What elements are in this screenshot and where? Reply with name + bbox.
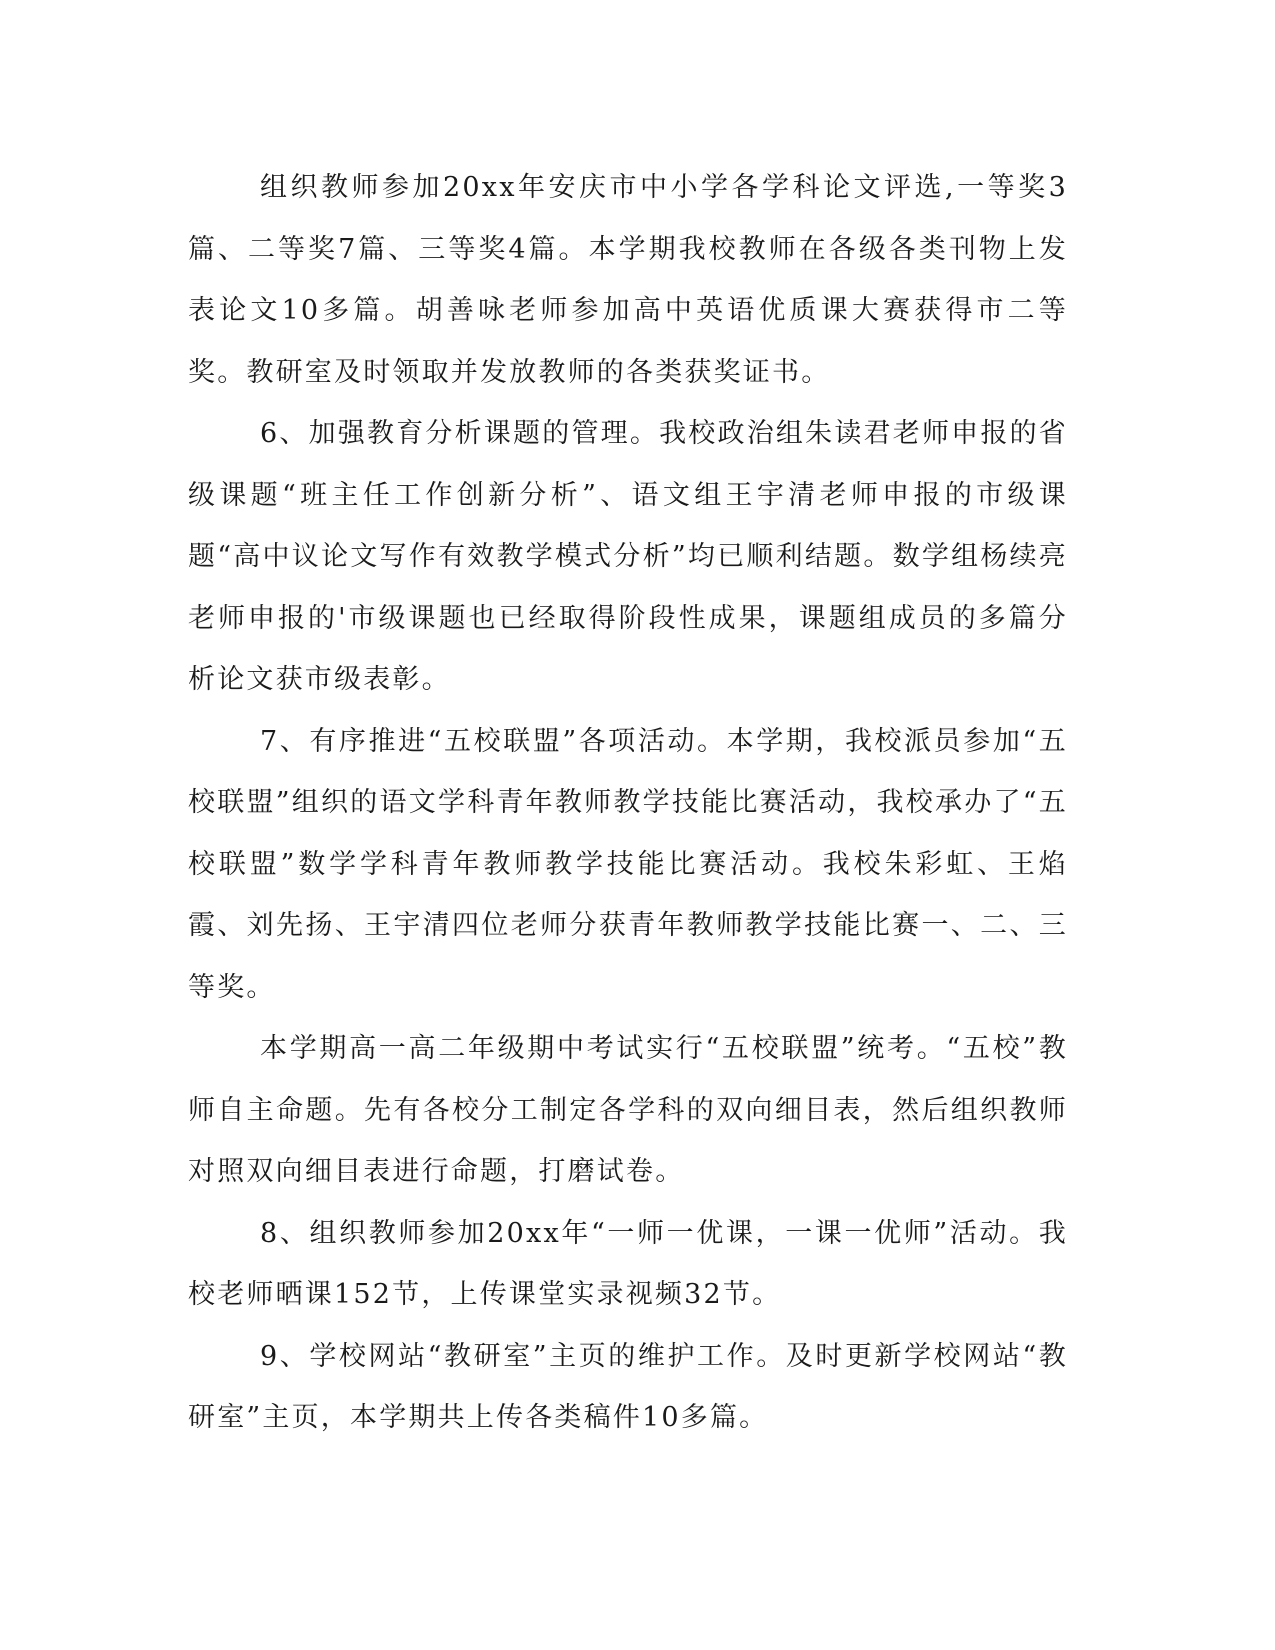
document-body (188, 157, 1068, 1449)
paragraph-five-school-alliance: 7、有序推进“五校联盟”各项活动。本学期，我校派员参加“五校联盟”组织的语文学科青年教师教学技能比赛活动，我校承办了“五校联盟”数学学科青年教师教学技能比赛活动。我校朱彩虹、王焰霞、刘先扬、王宇清四位老师分获青年教师教学技能比赛一、二、三等奖。 (188, 725, 1068, 1003)
paragraph-research-topics: 6、加强教育分析课题的管理。我校政治组朱读君老师申报的省级课题“班主任工作创新分析”、语文组王宇清老师申报的市级课题“高中议论文写作有效教学模式分析”均已顺利结题。数学组杨续亮老师申报的'市级课题也已经取得阶段性成果，课题组成员的多篇分析论文获市级表彰。 (188, 418, 1068, 695)
paragraph-website-maintenance: 9、学校网站“教研室”主页的维护工作。及时更新学校网站“教研室”主页，本学期共上传各类稿件10多篇。 (188, 1340, 1068, 1433)
paragraph-paper-awards: 组织教师参加20xx年安庆市中小学各学科论文评选,一等奖3篇、二等奖7篇、三等奖4篇。本学期我校教师在各级各类刊物上发表论文10多篇。胡善咏老师参加高中英语优质课大赛获得市二等奖。教研室及时领取并发放教师的各类获奖证书。 (188, 172, 1068, 388)
paragraph-excellent-lessons: 8、组织教师参加20xx年“一师一优课，一课一优师”活动。我校老师晒课152节，上传课堂实录视频32节。 (188, 1217, 1068, 1310)
paragraph-joint-exam: 本学期高一高二年级期中考试实行“五校联盟”统考。“五校”教师自主命题。先有各校分工制定各学科的双向细目表，然后组织教师对照双向细目表进行命题，打磨试卷。 (188, 1033, 1068, 1187)
